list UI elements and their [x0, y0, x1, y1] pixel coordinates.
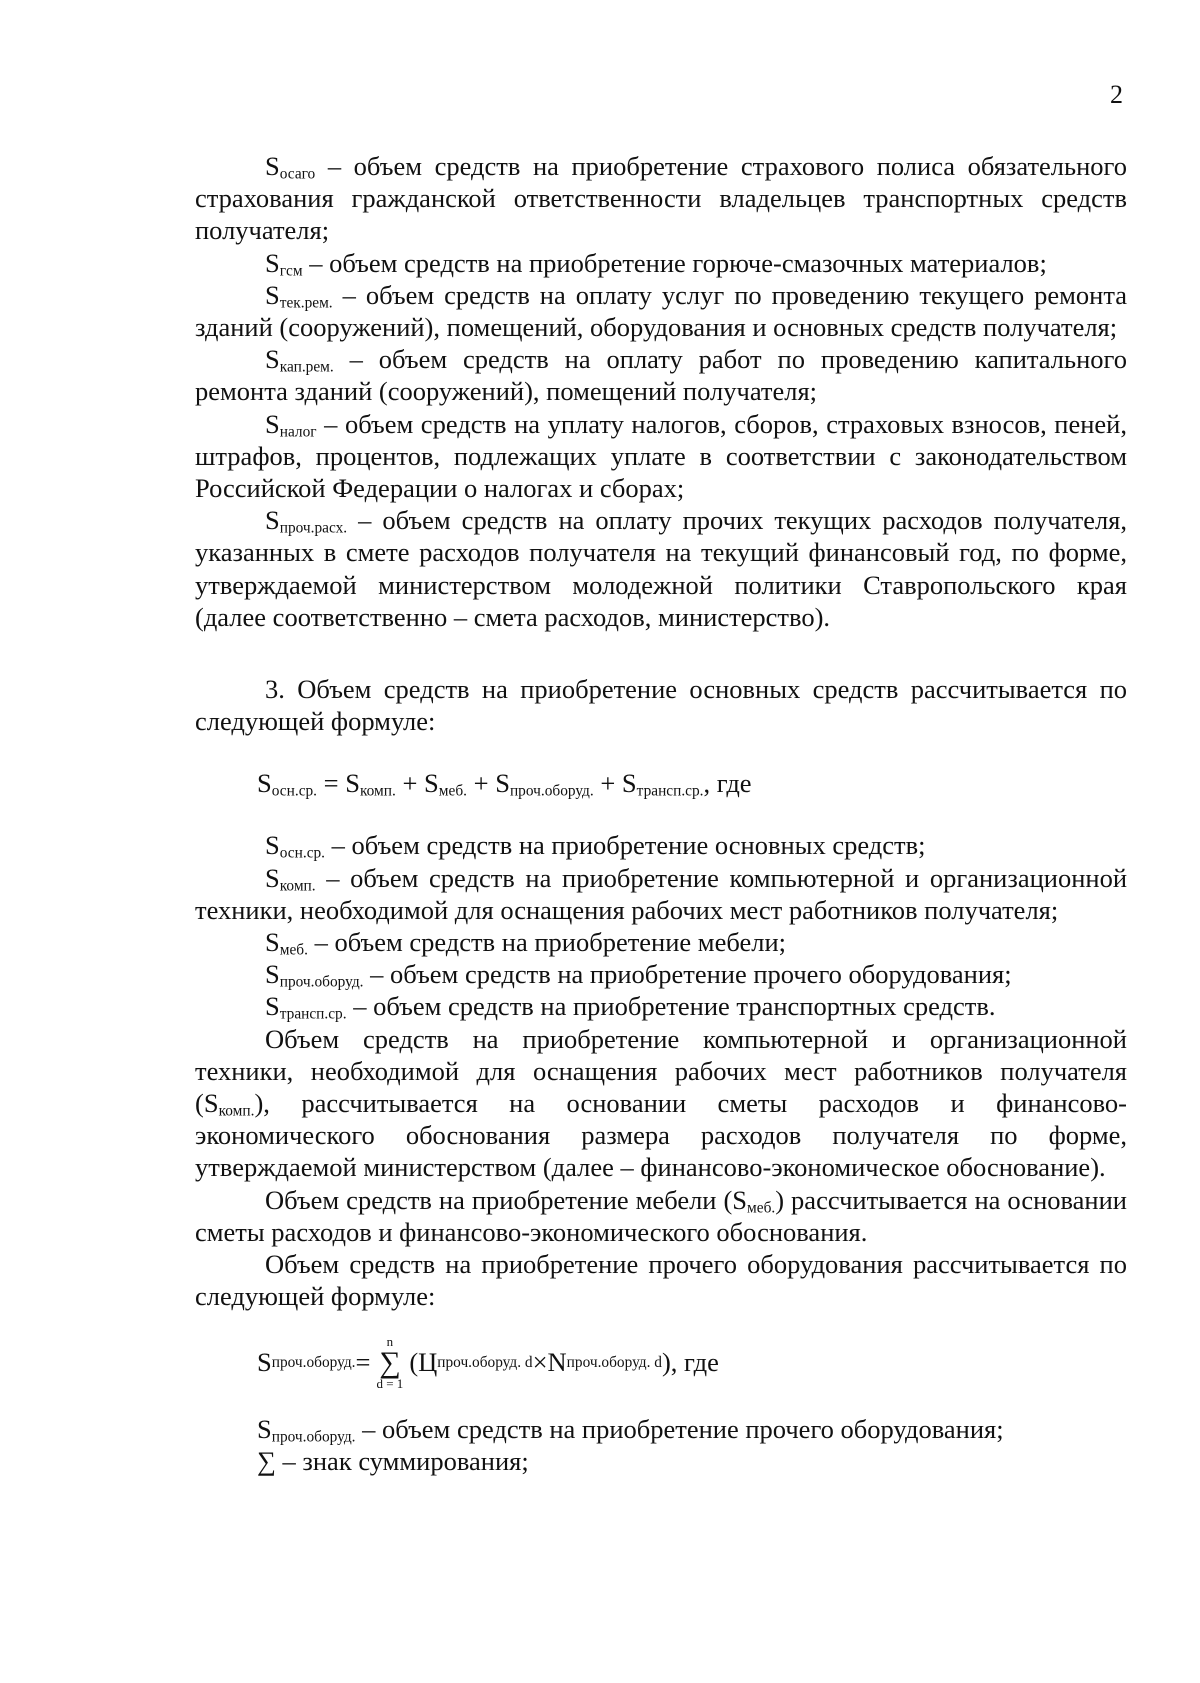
def-furniture: $S_{меб.}$ – объем средств на приобретение мебели;: [265, 927, 786, 959]
def-gsm: $S_{гсм}$ – объем средств на приобретение горюче-смазочных материалов;: [265, 247, 1047, 279]
paragraph-computers-calc: Объем средств на приобретение компьютерной и организационной техники, необходимой для оснащения рабочих мест работников получателя $(S_{комп.})$, рассчитывается на основании сметы расходов и финансово-экономического обоснования размера расходов получателя по форме, утверждаемой министерством (далее – финансово-экономическое обоснование).: [195, 1023, 1127, 1183]
summation-operator: n ∑ d = 1: [376, 1333, 404, 1391]
def-computers: $S_{комп.}$ – объем средств на приобретение компьютерной и организационной техники, необходимой для оснащения рабочих мест работников получателя;: [195, 862, 1127, 925]
paragraph-other-equipment-intro: Объем средств на приобретение прочего оборудования рассчитывается по следующей формуле:: [195, 1249, 1127, 1312]
spacer: [195, 737, 1127, 765]
spacer: [195, 801, 1127, 829]
def-summation-sign: ∑ – знак суммирования;: [257, 1445, 529, 1476]
formula-other-equipment: S проч.оборуд. = n ∑ d = 1 ( Ц проч.оборуд. d × N проч.оборуд. d ), где: [257, 1333, 719, 1391]
section-3-intro: 3. Объем средств на приобретение основных средств рассчитывается по следующей формуле:: [195, 674, 1127, 737]
def-other-expenses: $S_{проч.расх.}$ – объем средств на оплату прочих текущих расходов получателя, указанных в смете расходов получателя на текущий финансовый год, по форме, утверждаемой министерством молодежной политики Ставропольского края (далее соответственно – смета расходов, министерство).: [195, 505, 1127, 632]
def-current-repair: $S_{тек.рем.}$ – объем средств на оплату услуг по проведению текущего ремонта зданий (сооружений), помещений, оборудования и основных средств получателя;: [195, 279, 1127, 343]
def-other-equipment-2: $S_{проч.оборуд.}$ – объем средств на приобретение прочего оборудования;: [257, 1413, 1004, 1445]
def-capital-repair: $S_{кап.рем.}$ – объем средств на оплату работ по проведению капитального ремонта зданий (сооружений), помещений получателя;: [195, 344, 1127, 407]
def-vehicles: $S_{трансп.ср.}$ – объем средств на приобретение транспортных средств.: [265, 991, 996, 1023]
def-fixed-assets: $S_{осн.ср.}$ – объем средств на приобретение основных средств;: [265, 830, 926, 862]
document-body: [195, 150, 1127, 1477]
spacer: [195, 633, 1127, 673]
paragraph-furniture-calc: Объем средств на приобретение мебели $(S_{меб.})$ рассчитывается на основании сметы расходов и финансово-экономического обоснования.: [195, 1184, 1127, 1247]
formula-fixed-assets: $S_{осн.ср.} = S_{комп.} + S_{меб.} + S_{проч.оборуд.} + S_{трансп.ср.}$, где: [257, 768, 752, 800]
def-osago: $S_{осаго}$ – объем средств на приобретение страхового полиса обязательного страхования гражданской ответственности владельцев транспортных средств получателя;: [195, 151, 1127, 246]
def-taxes: $S_{налог}$ – объем средств на уплату налогов, сборов, страховых взносов, пеней, штрафов, процентов, подлежащих уплате в соответствии с законодательством Российской Федерации о налогах и сборах;: [195, 408, 1127, 504]
page-number: 2: [1110, 80, 1123, 109]
def-other-equipment: $S_{проч.оборуд.}$ – объем средств на приобретение прочего оборудования;: [265, 959, 1012, 991]
